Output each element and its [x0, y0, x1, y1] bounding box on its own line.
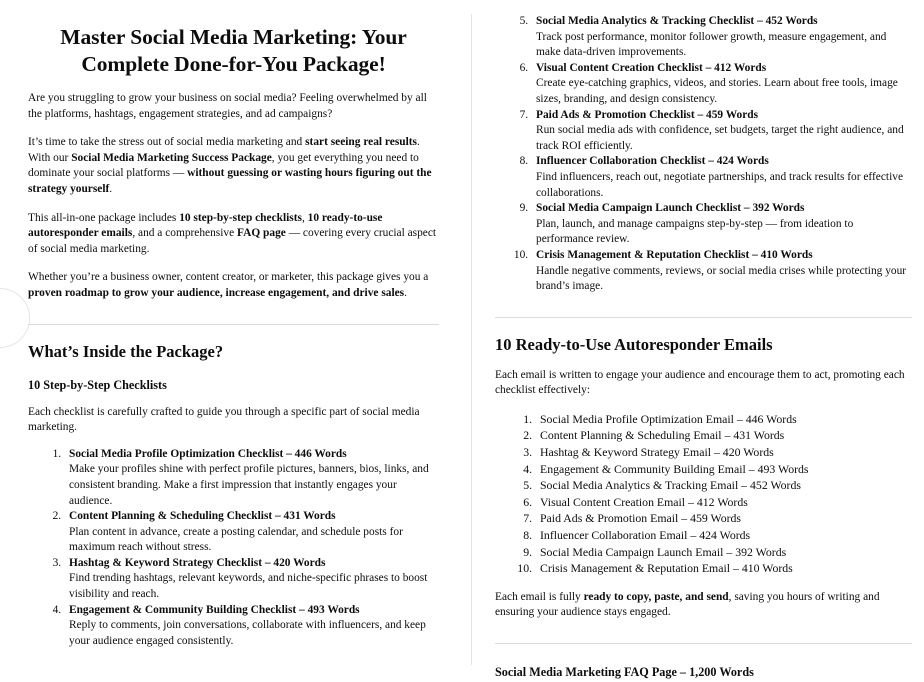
- checklist-title: Hashtag & Keyword Strategy Checklist – 420 Words: [69, 556, 326, 569]
- intro-p4-bold-1: proven roadmap to grow your audience, increase engagement, and drive sales: [28, 286, 405, 299]
- list-item: 4. Engagement & Community Building Email – 493 Words: [535, 461, 912, 478]
- list-item: [531, 154, 912, 201]
- checklist-title: Engagement & Community Building Checklist – 493 Words: [69, 603, 360, 616]
- list-item: 1. Social Media Profile Optimization Email – 446 Words: [535, 411, 912, 428]
- emails-closing-paragraph: [495, 590, 912, 621]
- section-divider-right-1: [495, 317, 912, 318]
- intro-p2-part-a: It’s time to take the stress out of social media marketing and: [28, 136, 306, 149]
- left-column: [0, 0, 471, 649]
- intro-p3-part-e: , and a comprehensive: [132, 227, 238, 240]
- intro-paragraph-4: [28, 270, 439, 301]
- list-item: [64, 556, 439, 603]
- list-item: [531, 61, 912, 108]
- intro-p3-part-c: ,: [301, 211, 308, 224]
- list-item: 7. Paid Ads & Promotion Email – 459 Words: [535, 510, 912, 527]
- list-item: [64, 603, 439, 650]
- list-item: [531, 201, 912, 248]
- intro-p2-part-c: . With our: [28, 136, 420, 164]
- checklist-description: Run social media ads with confidence, set budgets, target the right audience, and track ROI efficiently.: [536, 124, 904, 152]
- list-item: 9. Social Media Campaign Launch Email – 392 Words: [535, 544, 912, 561]
- faq-page-heading: Social Media Marketing FAQ Page – 1,200 Words: [495, 665, 754, 679]
- intro-p4-part-c: .: [404, 286, 407, 299]
- checklist-title: Visual Content Creation Checklist – 412 Words: [536, 61, 767, 74]
- intro-p3-bold-1: 10 step-by-step checklists: [179, 211, 302, 224]
- emails-closing-bold: ready to copy, paste, and send: [583, 590, 729, 603]
- page-title: Master Social Media Marketing: Your Complete Done-for-You Package!: [60, 25, 407, 76]
- list-item: [64, 447, 439, 509]
- intro-p4-part-a: Whether you’re a business owner, content creator, or marketer, this package gives you a: [28, 271, 429, 284]
- intro-p3-part-a: This all-in-one package includes: [28, 211, 180, 224]
- intro-p3-bold-3: FAQ page: [237, 227, 286, 240]
- checklist-title: Crisis Management & Reputation Checklist – 410 Words: [536, 248, 813, 261]
- section-divider-right-2: [495, 643, 912, 644]
- autoresponder-emails-heading: 10 Ready-to-Use Autoresponder Emails: [495, 334, 773, 354]
- list-item: 10. Crisis Management & Reputation Email – 410 Words: [535, 560, 912, 577]
- list-item: 3. Hashtag & Keyword Strategy Email – 420 Words: [535, 444, 912, 461]
- list-item: 2. Content Planning & Scheduling Email – 431 Words: [535, 427, 912, 444]
- whats-inside-heading: What’s Inside the Package?: [28, 341, 224, 361]
- checklist-description: Find influencers, reach out, negotiate partnerships, and track results for effective collaborations.: [536, 170, 904, 199]
- intro-p2-bold-1: start seeing real results: [305, 136, 417, 149]
- checklist-title: Social Media Campaign Launch Checklist – 392 Words: [536, 202, 805, 215]
- checklist-description: Make your profiles shine with perfect profile pictures, banners, bios, links, and consistent branding. Make a first impression that instantly engages your audience.: [69, 463, 429, 507]
- checklist-items-part-2: [495, 14, 912, 295]
- intro-paragraph-2: [28, 135, 439, 197]
- checklist-description: Reply to comments, join conversations, collaborate with influencers, and keep your audience engaged consistently.: [69, 619, 426, 647]
- checklist-items-part-1: [28, 447, 439, 650]
- checklist-description: Plan, launch, and manage campaigns step-by-step — from ideation to performance review.: [536, 217, 854, 246]
- intro-paragraph-1: Are you struggling to grow your business on social media? Feeling overwhelmed by all the platforms, hashtags, engagement strategies, and ad campaigns?: [28, 92, 427, 120]
- email-items-list: [495, 411, 912, 577]
- intro-p3-part-g: — covering every crucial aspect of social media marketing.: [28, 227, 437, 255]
- emails-closing-part-c: , saving you hours of writing and ensuring your audience stays engaged.: [495, 590, 880, 619]
- intro-p3-bold-2: 10 ready-to-use autoresponder emails: [28, 211, 383, 240]
- intro-paragraph-3: [28, 211, 439, 258]
- section-divider-left: [28, 324, 439, 325]
- checklist-title: Social Media Profile Optimization Checklist – 446 Words: [69, 447, 347, 460]
- list-item: [531, 108, 912, 155]
- intro-p2-bold-3: without guessing or wasting hours figuring out the strategy yourself: [28, 167, 432, 195]
- list-item: [531, 14, 912, 61]
- list-item: 8. Influencer Collaboration Email – 424 Words: [535, 527, 912, 544]
- checklist-description: Find trending hashtags, relevant keywords, and niche-specific phrases to boost visibility and reach.: [69, 572, 428, 601]
- checklist-title: Influencer Collaboration Checklist – 424 Words: [536, 155, 769, 168]
- checklist-description: Handle negative comments, reviews, or social media crises while protecting your brand’s image.: [536, 264, 907, 293]
- checklist-description: Track post performance, monitor follower growth, measure engagement, and make data-driven improvements.: [536, 30, 887, 59]
- checklists-subheading: 10 Step-by-Step Checklists: [28, 377, 167, 392]
- list-item: 5. Social Media Analytics & Tracking Email – 452 Words: [535, 477, 912, 494]
- checklist-title: Paid Ads & Promotion Checklist – 459 Words: [536, 108, 759, 121]
- checklist-title: Content Planning & Scheduling Checklist – 431 Words: [69, 510, 336, 523]
- emails-closing-part-a: Each email is fully: [495, 590, 584, 603]
- intro-p2-part-e: , you get everything you need to dominate your social platforms —: [28, 151, 419, 180]
- checklist-description: Create eye-catching graphics, videos, and stories. Learn about free tools, image sizes, branding, and design consistency.: [536, 77, 898, 105]
- checklist-title: Social Media Analytics & Tracking Checklist – 452 Words: [536, 15, 818, 27]
- intro-p2-bold-2: Social Media Marketing Success Package: [71, 151, 272, 164]
- list-item: [64, 509, 439, 556]
- list-item: 6. Visual Content Creation Email – 412 Words: [535, 494, 912, 511]
- checklists-lead-text: Each checklist is carefully crafted to guide you through a specific part of social media marketing.: [28, 405, 420, 434]
- checklist-description: Plan content in advance, create a posting calendar, and schedule posts for maximum reach without stress.: [69, 525, 403, 554]
- emails-lead-text: Each email is written to engage your audience and encourage them to act, promoting each checklist effectively:: [495, 368, 905, 397]
- intro-p2-part-g: .: [109, 182, 113, 195]
- right-column: [471, 0, 924, 680]
- list-item: [531, 248, 912, 295]
